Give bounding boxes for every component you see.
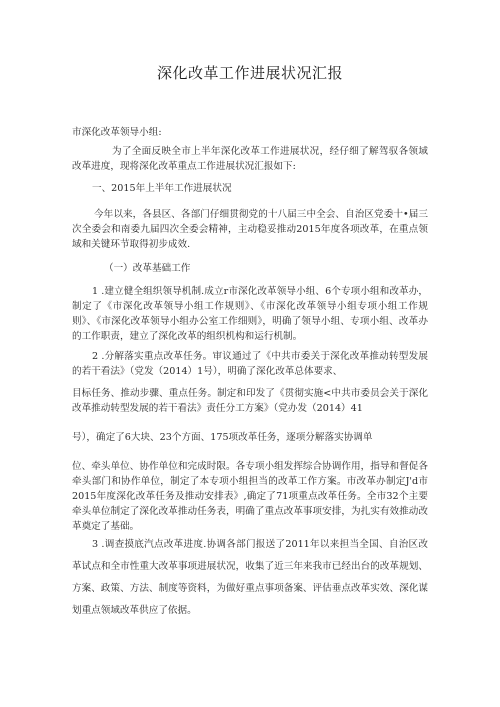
salutation: 市深化改革领导小组: — [72, 127, 162, 138]
item1-paragraph: 1 .建立健全组织领导机制.成立r市深化改革领导小组、6个专项小组和改革办，制定了《市深化改革领导小组工作规则》、《市深化改革领导小组专项小组工作规则》、《市深化改革领导小组办公室工作细则》，明确了领导小组、专项小组、改革办的工作职责，建立了深化改革的组织机构和运行机制。 — [72, 286, 428, 342]
item2-paragraph-b: 目标任务、推动步骤、重点任务。制定和印发了《贯彻实施<中共市委员会关于深化改革推动转型发展的若干看法》责任分工方案》（党办发（2014）41 — [72, 388, 428, 414]
subsection1-heading: （一）改革基础工作 — [104, 263, 191, 274]
section1-heading: 一、2015年上半年工作进展状况 — [92, 183, 232, 194]
intro-paragraph: 为了全面反映全市上半年深化改革工作进展状况，经仔细了解驾驭各领域改革进度，现将深化改革重点工作进展状况汇报如下: — [72, 146, 428, 172]
section1-paragraph: 今年以来，各县区、各部门仔细贯彻党的十八届三中全会、自治区党委十•届三次全委会和南委九届四次全委会精神，主动稳妥推动2015年度各项改革，在重点领域和关键环节取得初步成效. — [72, 209, 428, 250]
item2-paragraph-a: 2 .分解落实重点改革任务。审议通过了《中共市委关于深化改革推动转型发展的若干看法》（党发（2014）1号），明确了深化改革总体要求、 — [72, 351, 428, 377]
document-title: 深化改革工作进展状况汇报 — [156, 64, 343, 82]
item3-paragraph: 3 .调查摸底汽点改革进度.协调各部门报送了2011年以来担当全国、自治区改革试点和全市性重大改革事项进展状况，收集了近三年来我市已经出台的改革规划、方案、政策、方法、制度等资料，为做好重点事项备案、评估垂点改革实效、深化谋划重点领域改革供应了依据。 — [72, 539, 428, 616]
item2-paragraph-c: 号），确定了6大块、23个方面、175项改革任务，逐项分解落实协调单 — [72, 432, 373, 443]
item2-paragraph-d: 位、牵头单位、协作单位和完成时限。各专项小组发挥综合协调作用，指导和督促各牵头部门和协作单位，制定了本专项小组担当的改革工作方案。市改革办制定J'd市2015年度深化改革任务及推动安排表》,确定了71项重点改革任务。全市32个主要牵头单位制定了深化改革推动任务表，明确了重点改革事项安排，为扎实有效推动改革奠定了基础。 — [72, 461, 428, 532]
